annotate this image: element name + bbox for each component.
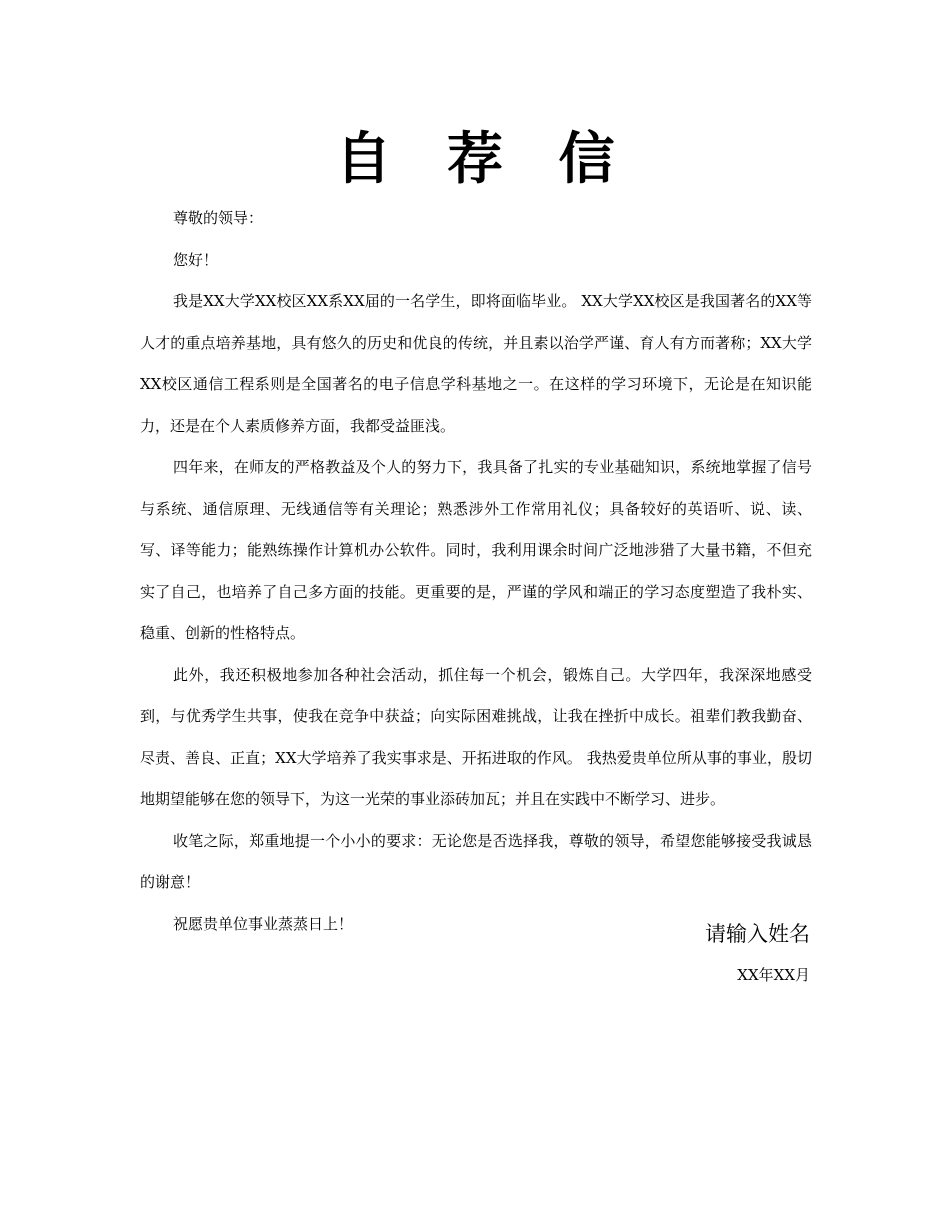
- paragraph-skills: 四年来，在师友的严格教益及个人的努力下，我具备了扎实的专业基础知识，系统地掌握了信号与系统、通信原理、无线通信等有关理论；熟悉涉外工作常用礼仪；具备较好的英语听、说、读、写、译等能力；能熟练操作计算机办公软件。同时，我利用课余时间广泛地涉猎了大量书籍，不但充实了自己，也培养了自己多方面的技能。更重要的是，严谨的学风和端正的学习态度塑造了我朴实、稳重、创新的性格特点。: [140, 458, 812, 642]
- letter-body: [140, 198, 812, 945]
- letter-date: XX年XX月: [737, 966, 810, 984]
- paragraph-activities: 此外，我还积极地参加各种社会活动，抓住每一个机会，锻炼自己。大学四年，我深深地感受到，与优秀学生共事，使我在竞争中获益；向实际困难挑战，让我在挫折中成长。祖辈们教我勤奋、尽责、善良、正直；XX大学培养了我实事求是、开拓进取的作风。 我热爱贵单位所从事的事业，殷切地期望能够在您的领导下，为这一光荣的事业添砖加瓦；并且在实践中不断学习、进步。: [140, 665, 812, 808]
- closing-wish: 祝愿贵单位事业蒸蒸日上！: [173, 914, 354, 933]
- paragraph-request: 收笔之际，郑重地提一个小小的要求：无论您是否选择我，尊敬的领导，希望您能够接受我诚恳的谢意！: [140, 831, 812, 891]
- greeting: 您好！: [173, 250, 219, 269]
- paragraph-intro: 我是XX大学XX校区XX系XX届的一名学生，即将面临毕业。 XX大学XX校区是我国著名的XX等人才的重点培养基地，具有悠久的历史和优良的传统，并且素以治学严谨、育人有方而著称；XX大学XX校区通信工程系则是全国著名的电子信息学科基地之一。在这样的学习环境下，无论是在知识能力，还是在个人素质修养方面，我都受益匪浅。: [140, 292, 812, 435]
- letter-title: 自 荐 信: [335, 127, 633, 192]
- salutation: 尊敬的领导：: [173, 209, 264, 227]
- signature-name[interactable]: 请输入姓名: [705, 922, 810, 946]
